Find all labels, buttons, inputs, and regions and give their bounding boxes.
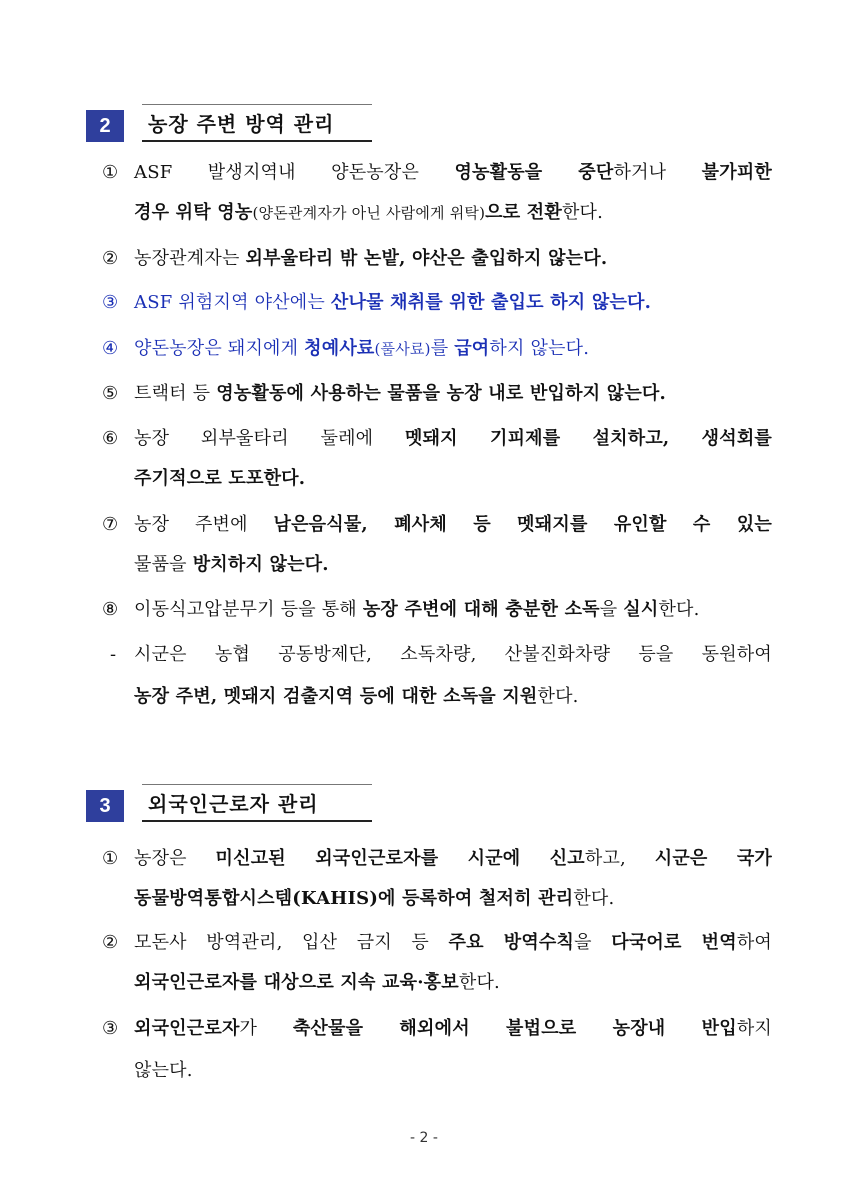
- s2-item-4: ④ 양돈농장은 돼지에게 청예사료(풀사료)를 급여하지 않는다.: [102, 336, 772, 362]
- section-3-title: 외국인근로자 관리: [148, 792, 319, 816]
- s2-item-2-marker: ②: [102, 248, 119, 269]
- s2-sub-line-1: - 시군은 농협 공동방제단, 소독차량, 산불진화차량 등을 동원하여: [110, 642, 772, 668]
- s2-item-6-marker: ⑥: [102, 428, 119, 449]
- page-number: - 2 -: [410, 1130, 438, 1146]
- s2-item-7-marker: ⑦: [102, 514, 119, 535]
- s3-item-2-line-2: 외국인근로자를 대상으로 지속 교육·홍보한다.: [134, 972, 500, 993]
- s2-item-3-marker: ③: [102, 292, 119, 313]
- s2-item-5: ⑤ 트랙터 등 영농활동에 사용하는 물품을 농장 내로 반입하지 않는다.: [102, 381, 772, 407]
- s3-item-3-line-1: ③ 외국인근로자가 축산물을 해외에서 불법으로 농장내 반입하지: [102, 1016, 772, 1042]
- s2-item-8-marker: ⑧: [102, 599, 119, 620]
- s2-item-4-marker: ④: [102, 338, 119, 359]
- s2-sub-marker: -: [110, 644, 117, 665]
- s2-item-5-marker: ⑤: [102, 383, 119, 404]
- s3-item-1-marker: ①: [102, 848, 119, 869]
- s2-item-1-marker: ①: [102, 162, 119, 183]
- s2-sub-line-2: 농장 주변, 멧돼지 검출지역 등에 대한 소독을 지원한다.: [134, 686, 579, 707]
- s2-item-7-line-2: 물품을 방치하지 않는다.: [134, 554, 329, 575]
- s3-item-2-marker: ②: [102, 932, 119, 953]
- s3-item-1-line-2: 동물방역통합시스템(KAHIS)에 등록하여 철저히 관리한다.: [134, 888, 615, 909]
- s3-item-3-marker: ③: [102, 1018, 119, 1039]
- s2-item-1-line-2: 경우 위탁 영농(양돈관계자가 아닌 사람에게 위탁)으로 전환한다.: [134, 202, 604, 223]
- s2-item-6-line-2: 주기적으로 도포한다.: [134, 468, 306, 489]
- s2-item-2: ② 농장관계자는 외부울타리 밖 논밭, 야산은 출입하지 않는다.: [102, 246, 772, 272]
- s3-item-2-line-1: ② 모돈사 방역관리, 입산 금지 등 주요 방역수칙을 다국어로 번역하여: [102, 930, 772, 956]
- s2-item-7-line-1: ⑦ 농장 주변에 남은음식물, 폐사체 등 멧돼지를 유인할 수 있는: [102, 512, 772, 538]
- s2-item-1-line-1: ① ASF 발생지역내 양돈농장은 영농활동을 중단하거나 불가피한: [102, 160, 772, 186]
- section-3-header: [86, 782, 372, 822]
- section-2-title-box: [142, 104, 372, 142]
- section-3-title-box: [142, 784, 372, 822]
- s2-item-8: ⑧ 이동식고압분무기 등을 통해 농장 주변에 대해 충분한 소독을 실시한다.: [102, 597, 772, 623]
- s3-item-3-line-2: 않는다.: [134, 1060, 193, 1081]
- s3-item-1-line-1: ① 농장은 미신고된 외국인근로자를 시군에 신고하고, 시군은 국가: [102, 846, 772, 872]
- section-2-title: 농장 주변 방역 관리: [148, 112, 335, 136]
- section-2-header: [86, 102, 372, 142]
- s2-item-6-line-1: ⑥ 농장 외부울타리 둘레에 멧돼지 기피제를 설치하고, 생석회를: [102, 426, 772, 452]
- s2-item-3: ③ ASF 위험지역 야산에는 산나물 채취를 위한 출입도 하지 않는다.: [102, 290, 772, 316]
- section-2-number: 2: [86, 110, 124, 142]
- section-3-number: 3: [86, 790, 124, 822]
